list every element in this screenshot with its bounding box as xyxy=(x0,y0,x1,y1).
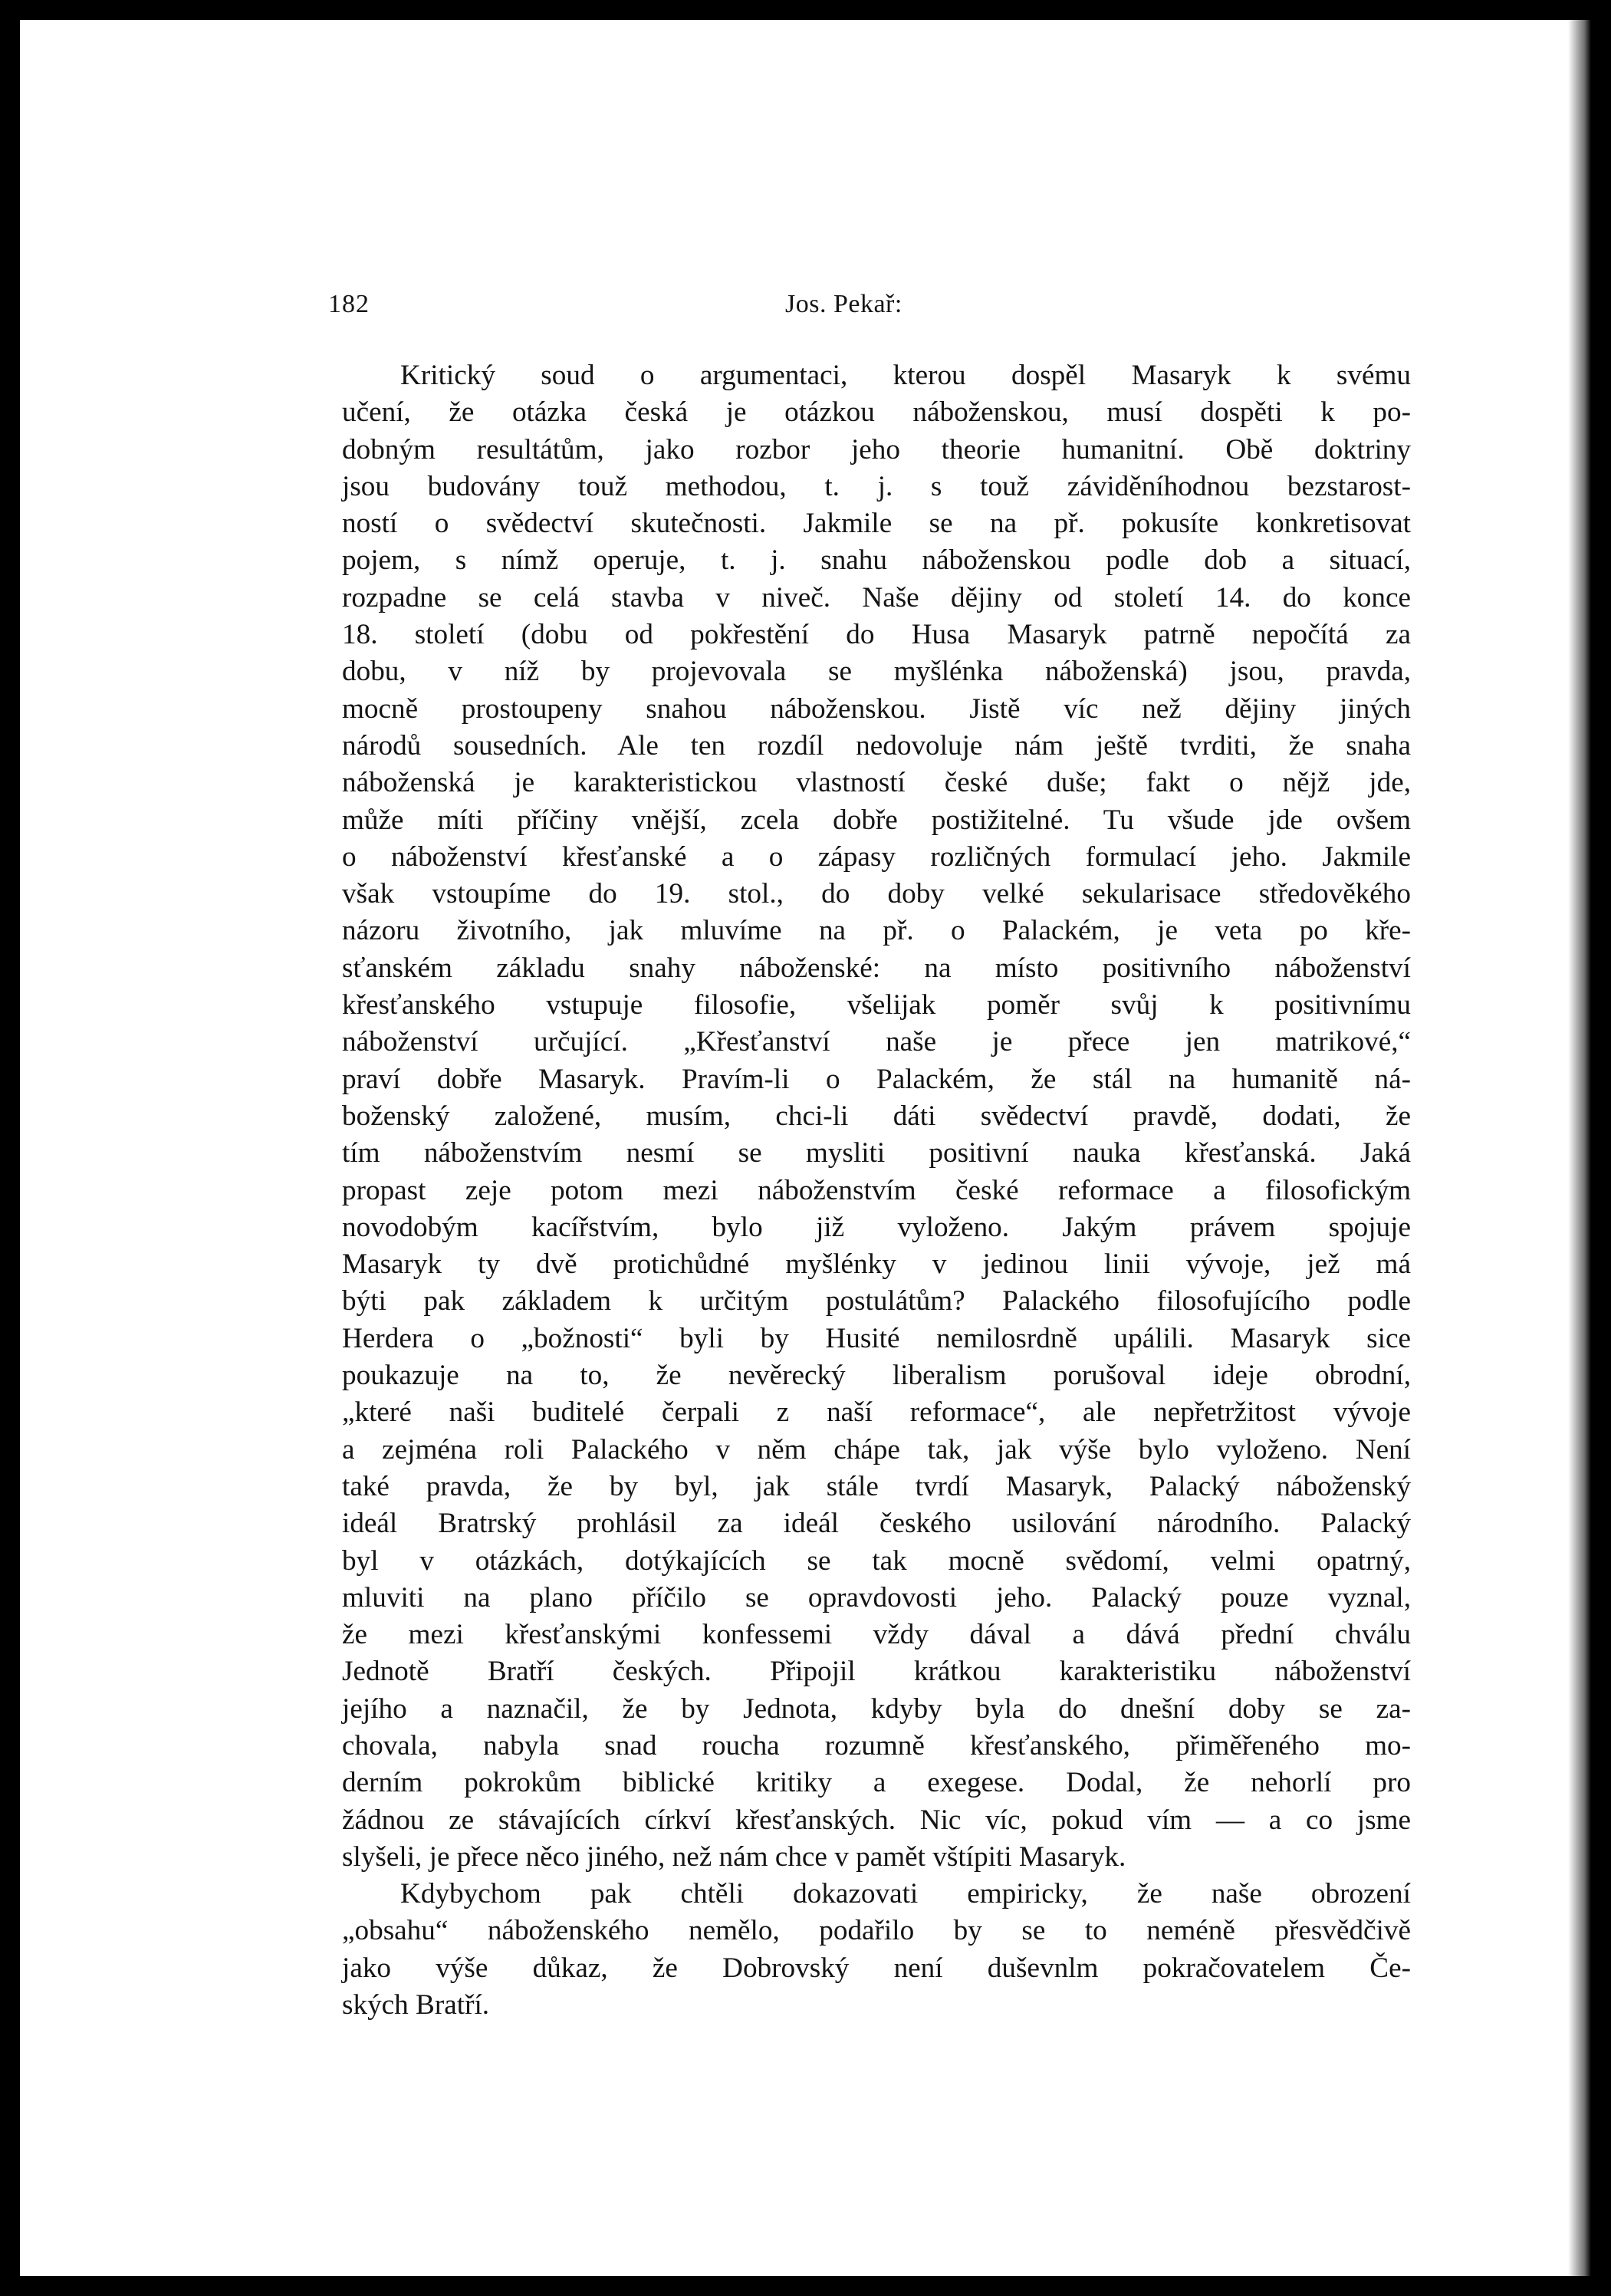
text-line: ností o svědectví skutečnosti. Jakmile se na př. pokusíte konkretisovat xyxy=(342,508,1411,540)
text-line: poukazuje na to, že nevěrecký liberalism porušoval ideje obrodní, xyxy=(342,1360,1411,1392)
text-line: propast zeje potom mezi náboženstvím české reformace a filosofickým xyxy=(342,1174,1411,1206)
running-head: Jos. Pekař: xyxy=(785,290,902,318)
text-line: národů sousedních. Ale ten rozdíl nedovoluje nám ještě tvrditi, že snaha xyxy=(342,729,1411,761)
page-number: 182 xyxy=(328,290,370,318)
text-line: však vstoupíme do 19. stol., do doby velké sekularisace středověkého xyxy=(342,878,1411,910)
text-line: boženský založené, musím, chci-li dáti svědectví pravdě, dodati, že xyxy=(342,1100,1411,1132)
text-line: náboženská je karakteristickou vlastností české duše; fakt o nějž jde, xyxy=(342,767,1411,799)
text-line: Herdera o „božnosti“ byli by Husité nemilosrdně upálili. Masaryk sice xyxy=(342,1322,1411,1354)
text-line: „obsahu“ náboženského nemělo, podařilo by se to neméně přesvědčivě xyxy=(342,1915,1411,1947)
paragraph xyxy=(342,357,1411,1876)
text-line: býti pak základem k určitým postulátům? Palackého filosofujícího podle xyxy=(342,1285,1411,1317)
text-line: o náboženství křesťanské a o zápasy rozličných formulací jeho. Jakmile xyxy=(342,840,1411,873)
text-line: rozpadne se celá stavba v niveč. Naše dějiny od století 14. do konce xyxy=(342,581,1411,613)
text-line: slyšeli, je přece něco jiného, než nám chce v pamět vštípiti Masaryk. xyxy=(342,1840,1126,1873)
paragraph xyxy=(342,1876,1411,2024)
text-line: sťanském základu snahy náboženské: na místo positivního náboženství xyxy=(342,952,1411,984)
text-line: 18. století (dobu od pokřestění do Husa Masaryk patrně nepočítá za xyxy=(342,619,1411,651)
text-line: učení, že otázka česká je otázkou náboženskou, musí dospěti k po- xyxy=(342,396,1411,429)
text-line: novodobým kacířstvím, bylo již vyloženo. Jakým právem spojuje xyxy=(342,1211,1411,1243)
text-line: „které naši buditelé čerpali z naší reformace“, ale nepřetržitost vývoje xyxy=(342,1396,1411,1429)
text-line: Masaryk ty dvě protichůdné myšlénky v jedinou linii vývoje, jež má xyxy=(342,1248,1411,1281)
text-line: derním pokrokům biblické kritiky a exegese. Dodal, že nehorlí pro xyxy=(342,1767,1411,1799)
text-line: chovala, nabyla snad roucha rozumně křesťanského, přiměřeného mo- xyxy=(342,1729,1411,1761)
page-edge-shadow xyxy=(1568,20,1591,2276)
text-line: dobu, v níž by projevovala se myšlénka náboženská) jsou, pravda, xyxy=(342,656,1411,688)
text-line: dobným resultátům, jako rozbor jeho theorie humanitní. Obě doktriny xyxy=(342,433,1411,465)
text-line: tím náboženstvím nesmí se mysliti positivní nauka křesťanská. Jaká xyxy=(342,1137,1411,1169)
text-line: náboženství určující. „Křesťanství naše je přece jen matrikové,“ xyxy=(342,1026,1411,1058)
text-line: a zejména roli Palackého v něm chápe tak, jak výše bylo vyloženo. Není xyxy=(342,1433,1411,1465)
text-line: pojem, s nímž operuje, t. j. snahu náboženskou podle dob a situací, xyxy=(342,544,1411,577)
text-line: že mezi křesťanskými konfessemi vždy dával a dává přední chválu xyxy=(342,1619,1411,1651)
text-line: mocně prostoupeny snahou náboženskou. Jistě víc než dějiny jiných xyxy=(342,692,1411,725)
text-line: praví dobře Masaryk. Pravím-li o Palackém, že stál na humanitě ná- xyxy=(342,1063,1411,1095)
page-header xyxy=(20,290,1591,324)
text-line: ideál Bratrský prohlásil za ideál českého usilování národního. Palacký xyxy=(342,1508,1411,1540)
text-line: žádnou ze stávajících církví křesťanských. Nic víc, pokud vím — a co jsme xyxy=(342,1804,1411,1836)
text-line: Jednotě Bratří českých. Připojil krátkou karakteristiku náboženství xyxy=(342,1656,1411,1688)
text-line: mluviti na plano příčilo se opravdovosti jeho. Palacký pouze vyznal, xyxy=(342,1581,1411,1613)
text-line: Kdybychom pak chtěli dokazovati empiricky, že naše obrození xyxy=(400,1878,1411,1910)
text-line: křesťanského vstupuje filosofie, všelijak poměr svůj k positivnímu xyxy=(342,989,1411,1021)
text-line: jejího a naznačil, že by Jednota, kdyby byla do dnešní doby se za- xyxy=(342,1692,1411,1725)
text-line: ských Bratří. xyxy=(342,1989,490,2021)
document-page xyxy=(20,20,1591,2276)
text-line: Kritický soud o argumentaci, kterou dospěl Masaryk k svému xyxy=(400,360,1411,391)
text-line: jsou budovány touž methodou, t. j. s touž záviděníhodnou bezstarost- xyxy=(342,470,1411,502)
text-line: názoru životního, jak mluvíme na př. o Palackém, je veta po kře- xyxy=(342,915,1411,947)
text-line: byl v otázkách, dotýkajících se tak mocně svědomí, velmi opatrný, xyxy=(342,1544,1411,1577)
body-text xyxy=(342,357,1411,2024)
text-line: také pravda, že by byl, jak stále tvrdí Masaryk, Palacký náboženský xyxy=(342,1470,1411,1502)
text-line: jako výše důkaz, že Dobrovský není duševnlm pokračovatelem Če- xyxy=(342,1952,1411,1984)
text-line: může míti příčiny vnější, zcela dobře postižitelné. Tu všude jde ovšem xyxy=(342,804,1411,836)
